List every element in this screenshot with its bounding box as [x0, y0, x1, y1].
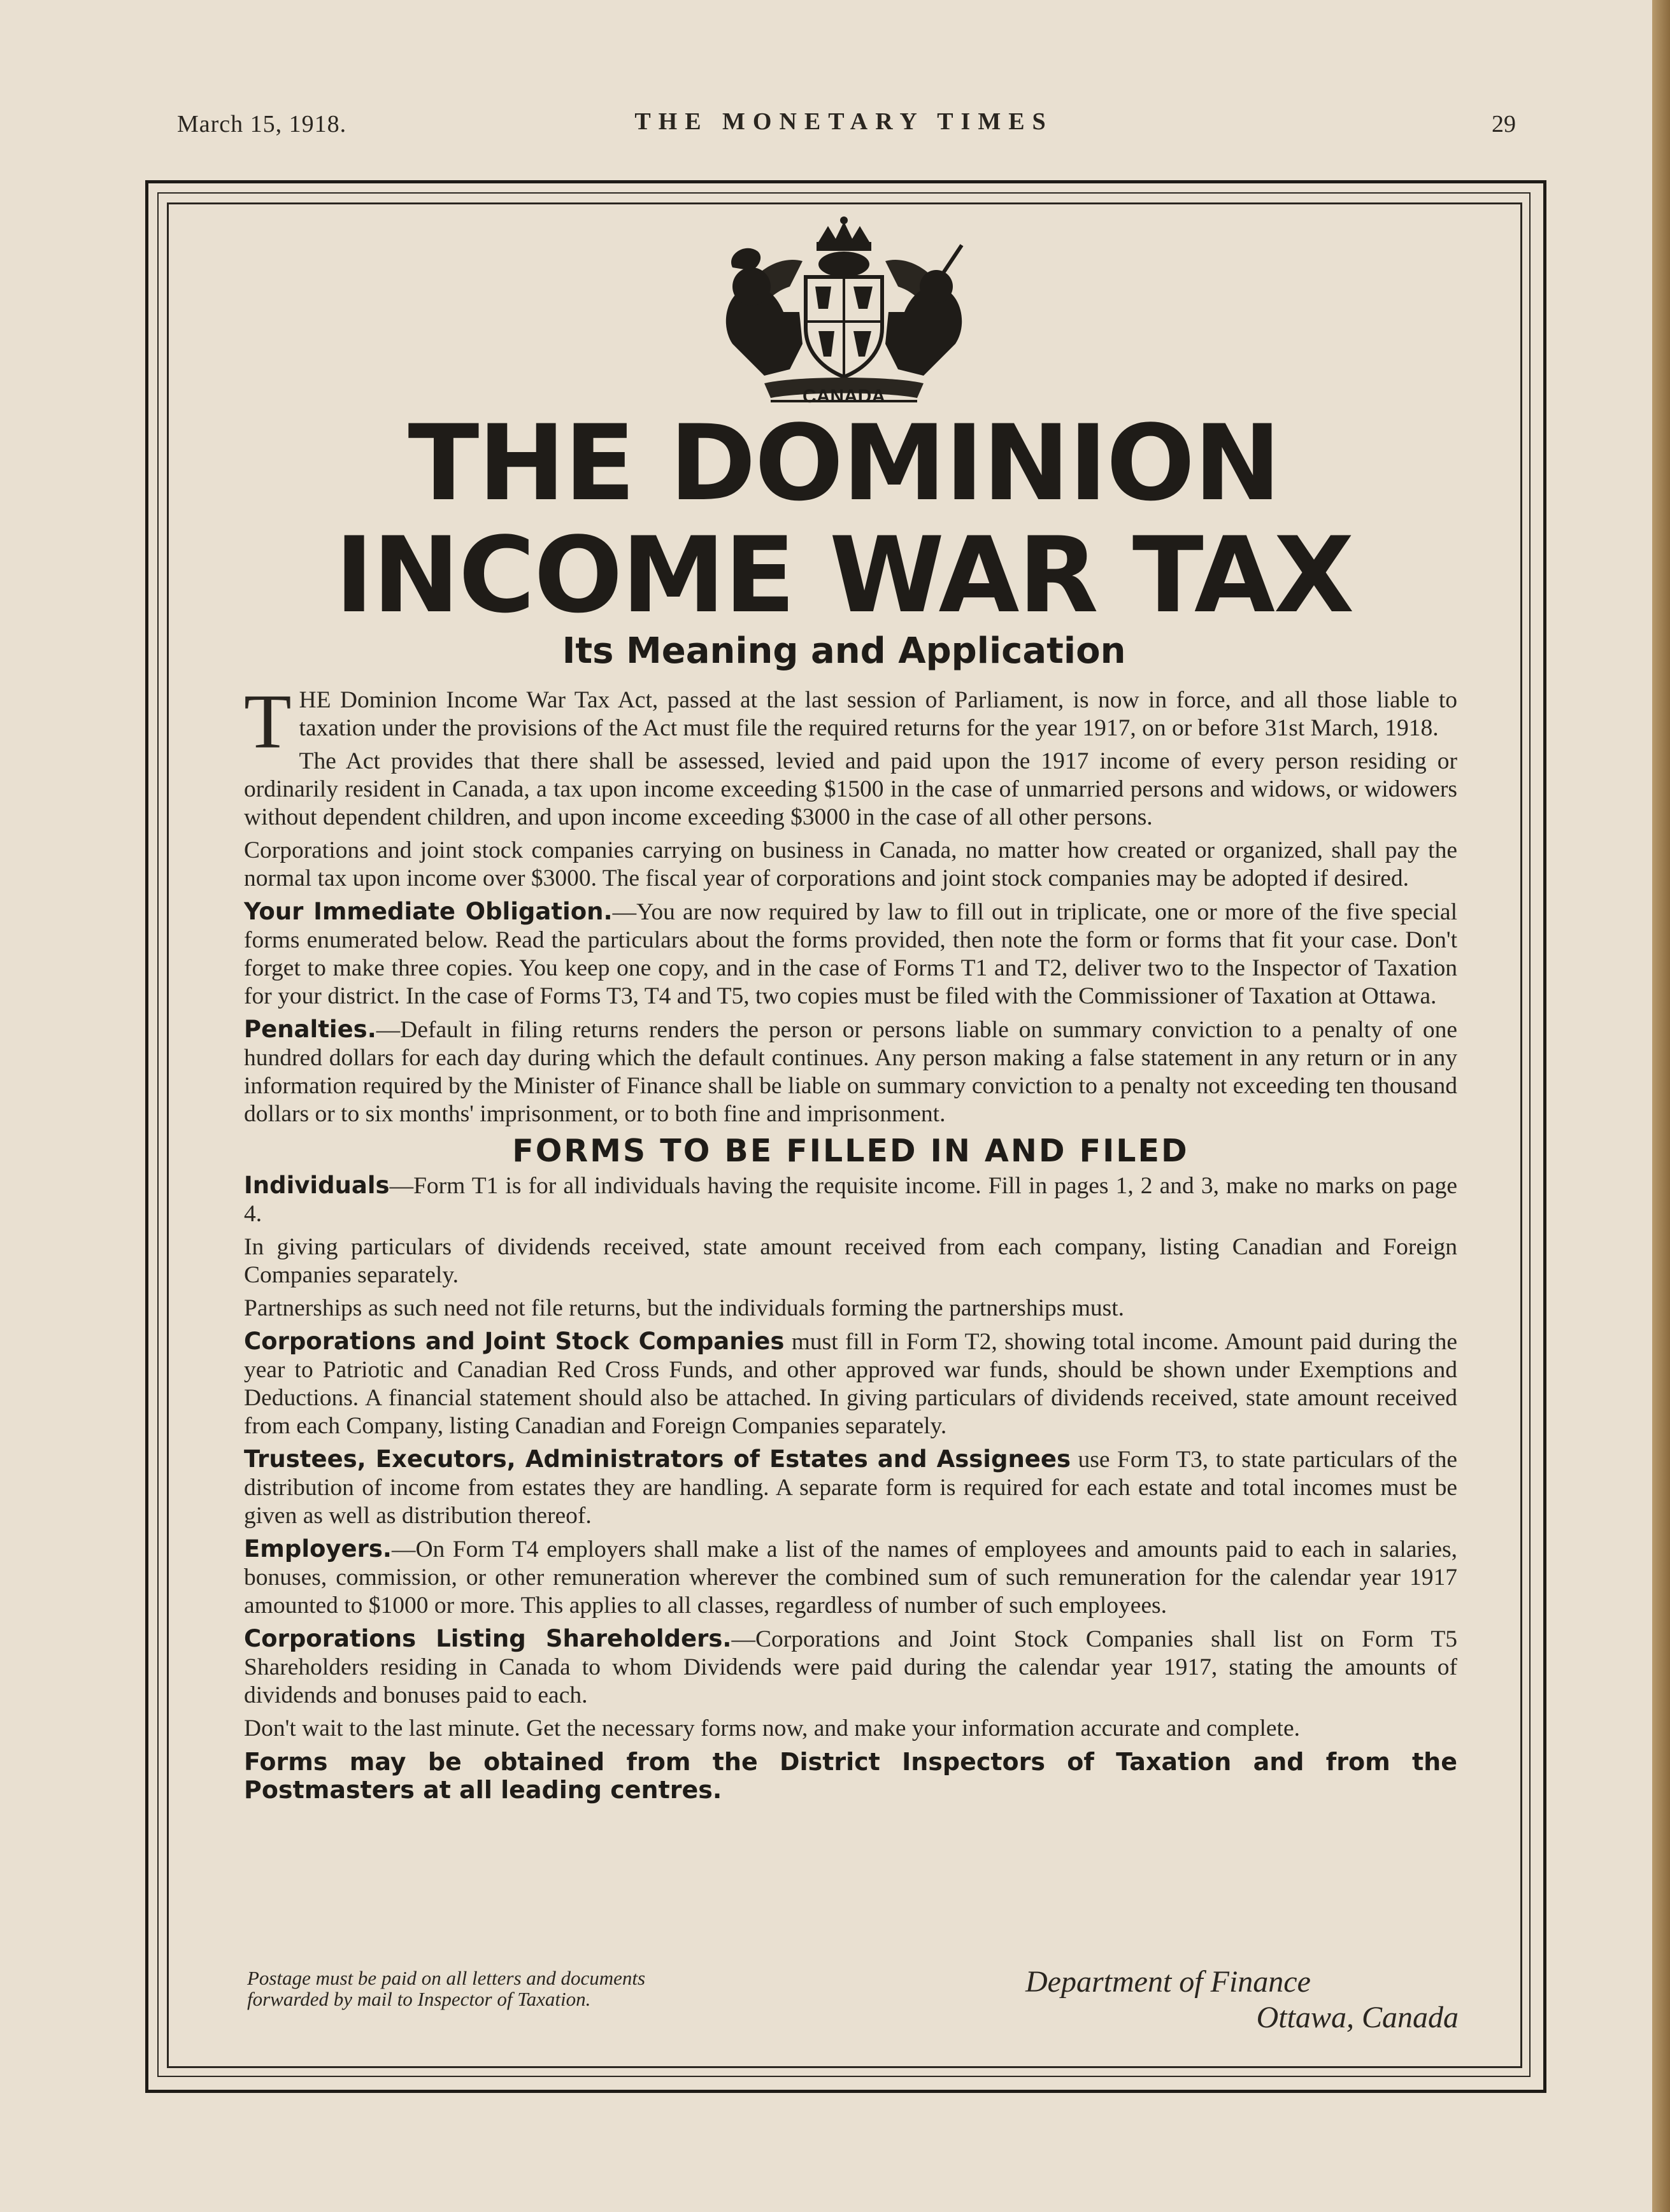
- page-edge: [1652, 0, 1670, 2212]
- individuals-text: —Form T1 is for all individuals having the requisite income. Fill in pages 1, 2 and 3, make no marks on page 4.: [244, 1173, 1457, 1227]
- trustees-paragraph: [244, 1445, 1457, 1530]
- individuals-lead: Individuals: [244, 1172, 390, 1199]
- individuals-paragraph: [244, 1172, 1457, 1228]
- shareholders-text: —Corporations and Joint Stock Companies shall list on Form T5 Shareholders residing in Canada to whom Dividends were paid during the calendar year 1917, stating the amounts of dividends and bonuses paid to each.: [244, 1626, 1457, 1708]
- page-number: 29: [1492, 111, 1516, 138]
- penalties-text: —Default in filing returns renders the person or persons liable on summary conviction to a penalty of one hundred dollars for each day during which the default continues. Any person making a false statement in any return or in any information required by the Minister of Finance shall be liable on summary conviction to a penalty not exceeding ten thousand dollars or to six months' imprisonment, or to both fine and imprisonment.: [244, 1017, 1457, 1127]
- obligation-lead: Your Immediate Obligation.: [244, 898, 613, 925]
- dont-wait-paragraph: Don't wait to the last minute. Get the necessary forms now, and make your information accurate and complete.: [244, 1715, 1300, 1741]
- penalties-paragraph: [244, 1016, 1457, 1128]
- employers-lead: Employers.: [244, 1535, 392, 1563]
- intro-paragraph: [244, 679, 1457, 765]
- drop-cap: T: [244, 679, 292, 765]
- forms-section-heading: FORMS TO BE FILLED IN AND FILED: [512, 1133, 1189, 1169]
- act-paragraph: The Act provides that there shall be assessed, levied and paid upon the 1917 income of every person residing or ordinarily resident in Canada, a tax upon income exceeding $1500 in the case of unmarried persons and widows, or widowers without dependent children, and upon income exceeding $3000 in the case of all other persons.: [244, 748, 1457, 830]
- dividends-paragraph: In giving particulars of dividends received, state amount received from each company, listing Canadian and Foreign Companies separately.: [244, 1234, 1457, 1288]
- partnerships-paragraph: Partnerships as such need not file returns, but the individuals forming the partnerships must.: [244, 1295, 1125, 1321]
- running-head: [172, 105, 1516, 150]
- department-location: Ottawa, Canada: [1256, 2001, 1459, 2034]
- obtain-forms-paragraph: Forms may be obtained from the District Inspectors of Taxation and from the Postmasters at all leading centres.: [244, 1748, 1457, 1804]
- publication-title: THE MONETARY TIMES: [634, 108, 1053, 135]
- trustees-lead: Trustees, Executors, Administrators of Estates and Assignees: [244, 1445, 1071, 1473]
- headline: [191, 402, 1497, 636]
- corporations-form-paragraph: [244, 1328, 1457, 1440]
- issue-date: March 15, 1918.: [177, 111, 347, 138]
- article-body: [244, 679, 1457, 1809]
- subtitle: Its Meaning and Application: [562, 630, 1126, 672]
- department-name: Department of Finance: [1025, 1965, 1311, 1999]
- crest-caption: CANADA: [803, 386, 885, 407]
- headline-line-2: INCOME WAR TAX: [334, 514, 1353, 636]
- corporations-lead: Corporations and Joint Stock Companies: [244, 1328, 785, 1355]
- penalties-lead: Penalties.: [244, 1016, 376, 1043]
- shareholders-paragraph: [244, 1625, 1457, 1710]
- signoff: [955, 1964, 1459, 2036]
- corporations-text: must fill in Form T2, showing total income. Amount paid during the year to Patriotic and Canadian Red Cross Funds, and other approved war funds, should be shown under Exemptions and Deductions. A financial statement should also be attached. In giving particulars of dividends received, state amount received from each Company, listing Canadian and Foreign Companies separately.: [244, 1329, 1457, 1439]
- obligation-paragraph: [244, 898, 1457, 1010]
- trustees-text: use Form T3, to state particulars of the distribution of income from estates they are handling. A separate form is required for each estate and total incomes must be given as well as distribution thereof.: [244, 1447, 1457, 1529]
- headline-line-1: THE DOMINION: [408, 402, 1280, 524]
- employers-text: —On Form T4 employers shall make a list of the names of employees and amounts paid to each in salaries, bonuses, commission, or other remuneration wherever the combined sum of such remuneration for the calendar year 1917 amounted to $1000 or more. This applies to all classes, regardless of number of such employees.: [244, 1536, 1457, 1619]
- corporations-paragraph: Corporations and joint stock companies carrying on business in Canada, no matter how created or organized, shall pay the normal tax upon income over $3000. The fiscal year of corporations and joint stock companies may be adopted if desired.: [244, 837, 1457, 891]
- shareholders-lead: Corporations Listing Shareholders.: [244, 1625, 732, 1652]
- obligation-text: —You are now required by law to fill out in triplicate, one or more of the five special forms enumerated below. Read the particulars about the forms provided, then note the form or forms that fit your case. Don't forget to make three copies. You keep one copy, and in the case of Forms T1 and T2, deliver two to the Inspector of Taxation for your district. In the case of Forms T3, T4 and T5, two copies must be filed with the Commissioner of Taxation at Ottawa.: [244, 899, 1457, 1009]
- intro-text: HE Dominion Income War Tax Act, passed at the last session of Parliament, is now in force, and all those liable to taxation under the provisions of the Act must file the required returns for the year 1917, on or before 31st March, 1918.: [299, 687, 1457, 741]
- postage-note: Postage must be paid on all letters and documents forwarded by mail to Inspector of Taxation.: [247, 1967, 646, 2010]
- employers-paragraph: [244, 1535, 1457, 1620]
